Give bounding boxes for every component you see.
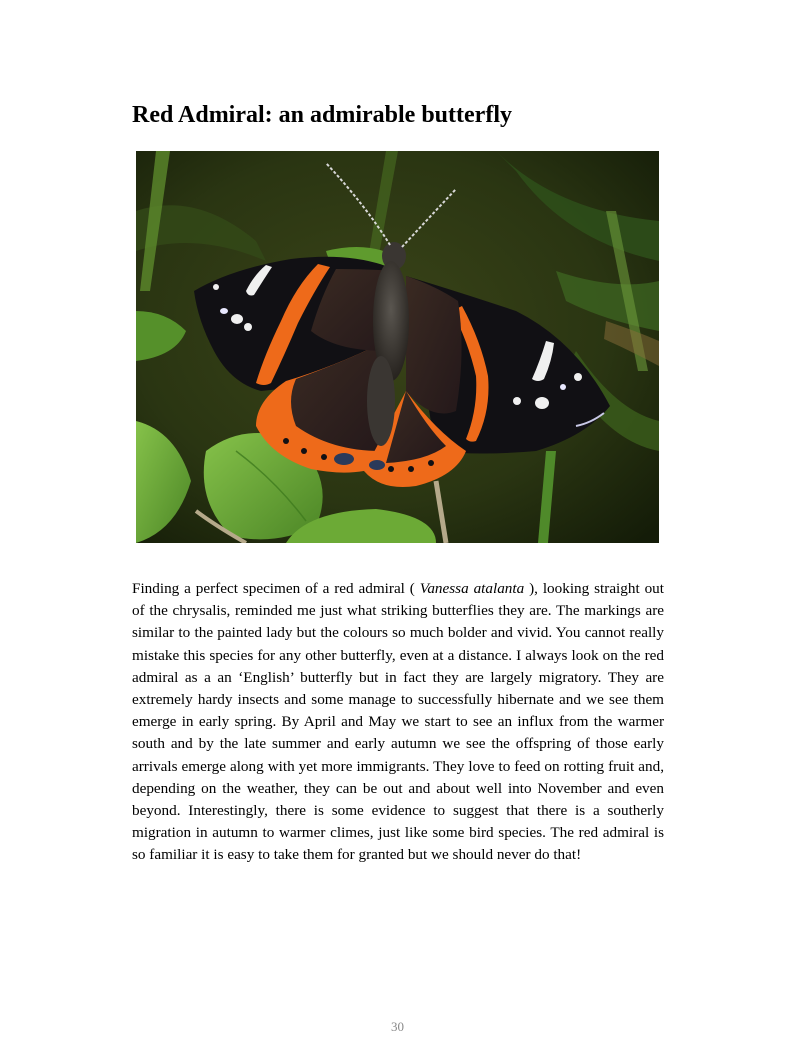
article-paragraph — [132, 578, 664, 867]
paragraph-body: ), looking straight out of the chrysalis, reminded me just what striking butterflies they are. The markings are similar to the painted lady but the colours so much bolder and vivid. You cannot really mistake this species for any other butterfly, even at a distance. I always look on the red admiral as a an ‘English’ butterfly but in fact they are largely migratory. They are extremely hardy insects and some manage to successfully hibernate and we see them emerge in early spring. By April and May we start to see an influx from the warmer south and by the late summer and early autumn we see the offspring of those early arrivals emerge along with yet more immigrants. They love to feed on rotting fruit and, depending on the weather, they can be out and about well into November and even beyond. Interestingly, there is some evidence to suggest that there is a southerly migration in autumn to warmer climes, just like some bird species. The red admiral is so familiar it is easy to take them for granted but we should never do that! — [132, 580, 664, 864]
page-number: 30 — [391, 1019, 404, 1034]
page-title: Red Admiral: an admirable butterfly — [132, 102, 512, 128]
paragraph-intro: Finding a perfect specimen of a red admiral ( — [132, 580, 420, 597]
species-name: Vanessa atalanta — [419, 580, 525, 597]
butterfly-photo — [136, 151, 659, 543]
